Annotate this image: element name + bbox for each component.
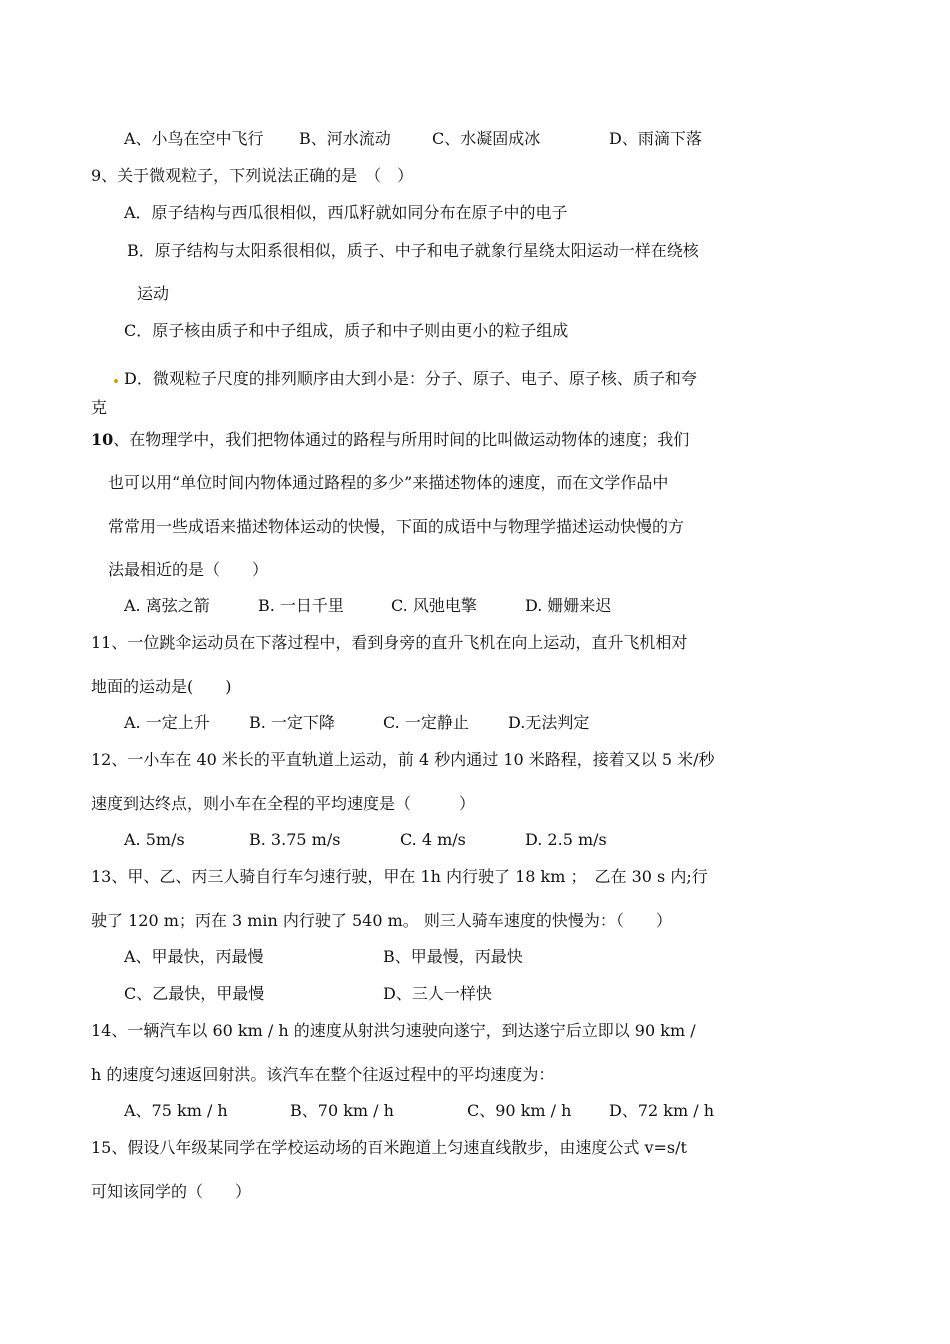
q9-option-a: A．原子结构与西瓜很相似，西瓜籽就如同分布在原子中的电子	[124, 203, 568, 222]
q13-option-d: D、三人一样快	[383, 984, 492, 1003]
q11-line1: 11、一位跳伞运动员在下落过程中，看到身旁的直升飞机在向上运动，直升飞机相对	[91, 633, 688, 652]
q10-line3: 常常用一些成语来描述物体运动的快慢，下面的成语中与物理学描述运动快慢的方	[108, 517, 685, 536]
q12-line2: 速度到达终点，则小车在全程的平均速度是（ ）	[91, 794, 476, 813]
q9-option-c: C．原子核由质子和中子组成，质子和中子则由更小的粒子组成	[124, 321, 569, 340]
q10-line4: 法最相近的是（ ）	[108, 560, 269, 579]
q11-option-a: A. 一定上升	[124, 713, 210, 732]
q8-option-d: D、雨滴下落	[609, 129, 702, 148]
q11-option-b: B. 一定下降	[249, 713, 335, 732]
q9-option-d-line1: D．微观粒子尺度的排列顺序由大到小是：分子、原子、电子、原子核、质子和夸	[124, 369, 697, 388]
q9-option-d-line2: 克	[91, 398, 108, 417]
q13-option-b: B、甲最慢，丙最快	[383, 947, 523, 966]
q8-option-c: C、水凝固成冰	[432, 129, 541, 148]
q12-option-c: C. 4 m/s	[400, 830, 466, 849]
q13-line1: 13、甲、乙、丙三人骑自行车匀速行驶，甲在 1h 内行驶了 18 km ； 乙在 30 s 内;行	[91, 867, 708, 886]
q14-option-a: A、75 km / h	[124, 1101, 228, 1120]
q9-option-b-line1: B．原子结构与太阳系很相似，质子、中子和电子就象行星绕太阳运动一样在绕核	[127, 241, 699, 260]
q14-line2: h 的速度匀速返回射洪。该汽车在整个往返过程中的平均速度为：	[91, 1065, 555, 1084]
q10-line2: 也可以用“单位时间内物体通过路程的多少”来描述物体的速度，而在文学作品中	[108, 473, 669, 492]
q10-option-c: C. 风弛电擎	[391, 596, 477, 615]
q11-option-d: D.无法判定	[508, 713, 590, 732]
q10-line1	[91, 430, 689, 450]
q12-line1: 12、一小车在 40 米长的平直轨道上运动，前 4 秒内通过 10 米路程，接着又以 5 米/秒	[91, 750, 715, 769]
q14-option-d: D、72 km / h	[609, 1101, 715, 1120]
q13-option-a: A、甲最快，丙最慢	[124, 947, 264, 966]
q14-option-c: C、90 km / h	[467, 1101, 572, 1120]
q8-option-a: A、小鸟在空中飞行	[124, 129, 264, 148]
q13-option-c: C、乙最快，甲最慢	[124, 984, 265, 1003]
q10-option-b: B. 一日千里	[258, 596, 344, 615]
decorative-dot	[114, 379, 118, 383]
q10-option-a: A. 离弦之箭	[124, 596, 210, 615]
q14-option-b: B、70 km / h	[290, 1101, 394, 1120]
q12-option-b: B. 3.75 m/s	[249, 830, 341, 849]
q9-option-b-line2: 运动	[137, 284, 170, 303]
q12-option-d: D. 2.5 m/s	[525, 830, 607, 849]
q11-line2: 地面的运动是( )	[91, 677, 232, 696]
q10-number: 10	[91, 430, 114, 449]
q10-option-d: D. 姗姗来迟	[525, 596, 612, 615]
q15-line2: 可知该同学的（ ）	[91, 1182, 252, 1201]
q11-option-c: C. 一定静止	[383, 713, 469, 732]
q9-stem: 9、关于微观粒子，下列说法正确的是 （ ）	[91, 166, 414, 185]
q13-line2: 驶了 120 m；丙在 3 min 内行驶了 540 m。 则三人骑车速度的快慢为：（ ）	[91, 911, 672, 930]
q14-line1: 14、一辆汽车以 60 km / h 的速度从射洪匀速驶向遂宁，到达遂宁后立即以 90 km /	[91, 1021, 696, 1040]
q15-line1: 15、假设八年级某同学在学校运动场的百米跑道上匀速直线散步，由速度公式 v=s/t	[91, 1138, 687, 1157]
q12-option-a: A. 5m/s	[124, 830, 185, 849]
q10-line1-text: 、在物理学中，我们把物体通过的路程与所用时间的比叫做运动物体的速度；我们	[113, 430, 690, 449]
q8-option-b: B、河水流动	[299, 129, 391, 148]
